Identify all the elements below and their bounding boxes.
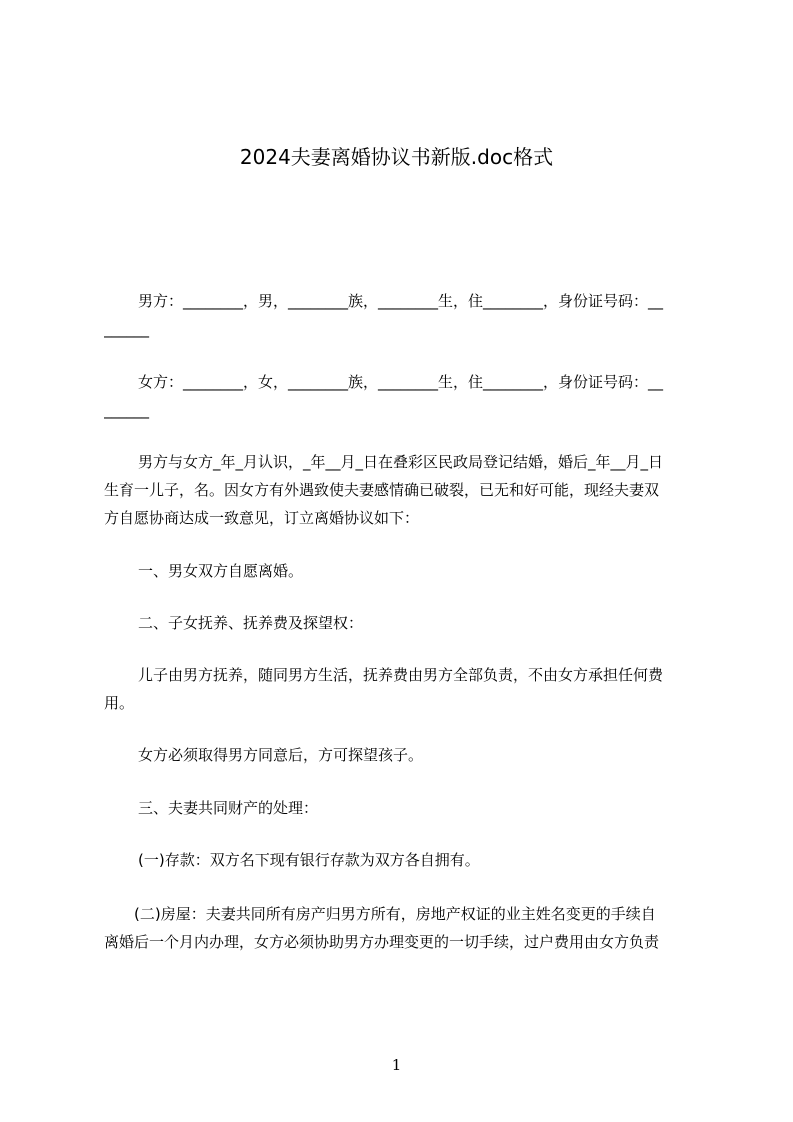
paragraph-line: ______ bbox=[104, 401, 149, 419]
page-number: 1 bbox=[391, 1056, 402, 1074]
paragraph-custody bbox=[104, 661, 700, 717]
paragraph-husband-info bbox=[104, 287, 700, 343]
paragraph-line: (一)存款：双方名下现有银行存款为双方各自拥有。 bbox=[138, 851, 480, 869]
paragraph-line: 儿子由男方抚养，随同男方生活，抚养费由男方全部负责，不由女方承担任何费 bbox=[138, 666, 664, 684]
paragraph-line: 一、男女双方自愿离婚。 bbox=[138, 562, 304, 580]
paragraph-line: 离婚后一个月内办理，女方必须协助男方办理变更的一切手续，过户费用由女方负责 bbox=[104, 933, 660, 951]
paragraph-clause-1 bbox=[104, 557, 700, 585]
paragraph-line: ______ bbox=[104, 320, 149, 338]
paragraph-line: (二)房屋：夫妻共同所有房产归男方所有，房地产权证的业主姓名变更的手续自 bbox=[134, 905, 656, 923]
paragraph-house bbox=[104, 900, 700, 956]
paragraph-line: 二、子女抚养、抚养费及探望权： bbox=[138, 614, 364, 632]
paragraph-background bbox=[104, 448, 700, 532]
paragraph-line: 女方：________，女，________族，________生，住________，身份证号码：__ bbox=[138, 373, 664, 391]
paragraph-line: 男方：________，男，________族，________生，住________，身份证号码：__ bbox=[138, 292, 664, 310]
paragraph-line: 女方必须取得男方同意后，方可探望孩子。 bbox=[138, 746, 424, 764]
paragraph-wife-info bbox=[104, 368, 700, 424]
paragraph-line: 用。 bbox=[104, 694, 135, 712]
paragraph-line: 男方与女方_年_月认识，_年__月_日在叠彩区民政局登记结婚，婚后_年__月_日 bbox=[138, 453, 664, 471]
paragraph-line: 三、夫妻共同财产的处理： bbox=[138, 799, 319, 817]
paragraph-line: 方自愿协商达成一致意见，订立离婚协议如下： bbox=[104, 509, 420, 527]
paragraph-line: 生育一儿子，名。因女方有外遇致使夫妻感情确已破裂，已无和好可能，现经夫妻双 bbox=[104, 481, 660, 499]
paragraph-visitation bbox=[104, 741, 700, 769]
paragraph-clause-2 bbox=[104, 609, 700, 637]
document-title: 2024夫妻离婚协议书新版.doc格式 bbox=[239, 145, 554, 169]
paragraph-clause-3 bbox=[104, 794, 700, 822]
paragraph-deposits bbox=[104, 846, 700, 874]
